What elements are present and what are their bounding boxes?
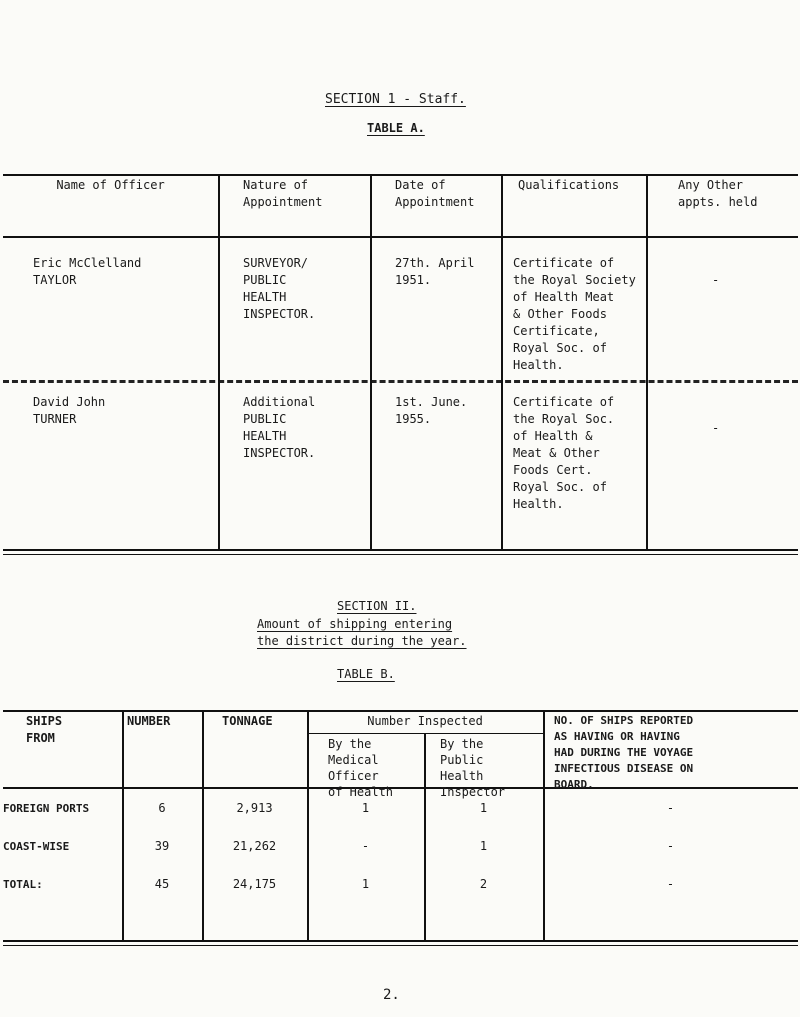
table-row-phi: 1 — [479, 839, 488, 853]
table-row-moh: - — [361, 839, 370, 853]
header-tonnage: TONNAGE — [222, 714, 273, 728]
table-row-date: 1st. June. 1955. — [395, 395, 468, 426]
table-row-tonnage: 2,913 — [236, 801, 273, 815]
table-row-other: - — [712, 273, 720, 287]
table-b-label: TABLE B. — [337, 667, 395, 681]
table-row-qualifications: Certificate of the Royal Soc. of Health & Meat & Other Foods Cert. Royal Soc. of Health. — [513, 395, 615, 511]
section-2-title: SECTION II. — [337, 599, 417, 613]
header-number-inspected: Number Inspected — [367, 714, 483, 728]
header-ships-reported: NO. OF SHIPS REPORTED AS HAVING OR HAVING HAD DURING THE VOYAGE INFECTIOUS DISEASE ON BOARD. — [554, 714, 694, 791]
table-row-number: 45 — [154, 877, 170, 891]
table-row-reported: - — [666, 801, 675, 815]
header-name-of-officer: Name of Officer — [56, 178, 165, 192]
header-other-appointments: Any Other appts. held — [678, 178, 758, 209]
table-row-tonnage: 24,175 — [232, 877, 277, 891]
header-number: NUMBER — [127, 714, 171, 728]
table-row-nature: SURVEYOR/ PUBLIC HEALTH INSPECTOR. — [243, 256, 316, 321]
header-by-public-health-inspector: By the Public Health Inspector — [440, 737, 506, 799]
header-nature-of-appointment: Nature of Appointment — [243, 178, 323, 209]
section-2-subtitle-1: Amount of shipping entering — [257, 617, 453, 631]
table-row-qualifications: Certificate of the Royal Society of Health Meat & Other Foods Certificate, Royal Soc. of Health. — [513, 256, 636, 372]
table-row-moh: 1 — [361, 801, 370, 815]
table-a-label: TABLE A. — [367, 121, 425, 135]
section-1-title: SECTION 1 - Staff. — [325, 92, 466, 107]
table-row-moh: 1 — [361, 877, 370, 891]
table-row-from: FOREIGN PORTS — [3, 802, 90, 815]
table-row-other: - — [712, 421, 720, 435]
header-date-of-appointment: Date of Appointment — [395, 178, 475, 209]
table-row-phi: 1 — [479, 801, 488, 815]
table-row-date: 27th. April 1951. — [395, 256, 475, 287]
table-row-name: David John TURNER — [33, 395, 106, 426]
table-row-name: Eric McClelland TAYLOR — [33, 256, 142, 287]
table-row-number: 39 — [154, 839, 170, 853]
header-by-medical-officer: By the Medical Officer of Health — [328, 737, 394, 799]
table-row-number: 6 — [158, 801, 166, 815]
table-row-tonnage: 21,262 — [232, 839, 277, 853]
table-row-phi: 2 — [479, 877, 488, 891]
table-row-reported: - — [666, 877, 675, 891]
table-row-from: COAST-WISE — [3, 840, 70, 853]
header-ships-from: SHIPS FROM — [26, 714, 63, 745]
table-row-nature: Additional PUBLIC HEALTH INSPECTOR. — [243, 395, 316, 460]
header-qualifications: Qualifications — [518, 178, 620, 192]
table-row-reported: - — [666, 839, 675, 853]
page-number: 2. — [383, 987, 400, 1003]
table-row-total: TOTAL: — [3, 878, 43, 891]
section-2-subtitle-2: the district during the year. — [257, 634, 467, 648]
